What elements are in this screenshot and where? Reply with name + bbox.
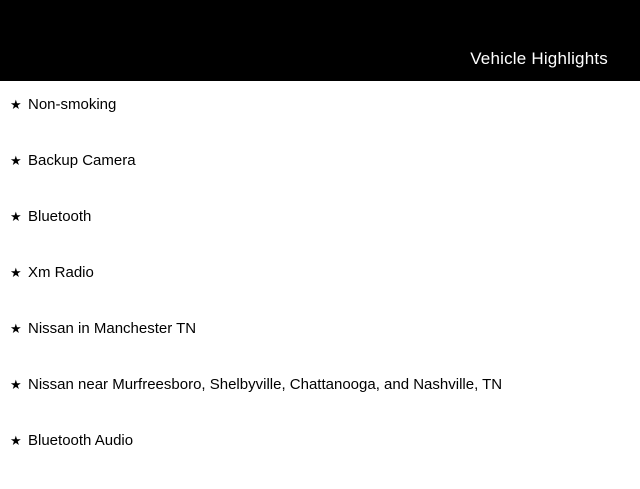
header-bar [0,0,640,81]
list-item [0,433,640,489]
star-icon: ★ [10,378,22,393]
highlight-label: Xm Radio [28,264,94,281]
star-icon: ★ [10,322,22,337]
list-item [0,97,640,153]
vehicle-highlights-list [0,81,640,489]
star-icon: ★ [10,98,22,113]
page-title: Vehicle Highlights [470,49,608,68]
list-item [0,377,640,433]
star-icon: ★ [10,154,22,169]
star-icon: ★ [10,266,22,281]
highlight-label: Nissan in Manchester TN [28,320,197,337]
star-icon: ★ [10,210,22,225]
highlight-label: Non-smoking [28,96,117,113]
highlight-label: Nissan near Murfreesboro, Shelbyville, Chattanooga, and Nashville, TN [28,376,503,393]
list-item [0,209,640,265]
highlight-label: Bluetooth Audio [28,432,134,449]
list-item [0,265,640,321]
star-icon: ★ [10,434,22,449]
highlight-label: Bluetooth [28,208,92,225]
list-item [0,321,640,377]
highlight-label: Backup Camera [28,152,136,169]
list-item [0,153,640,209]
